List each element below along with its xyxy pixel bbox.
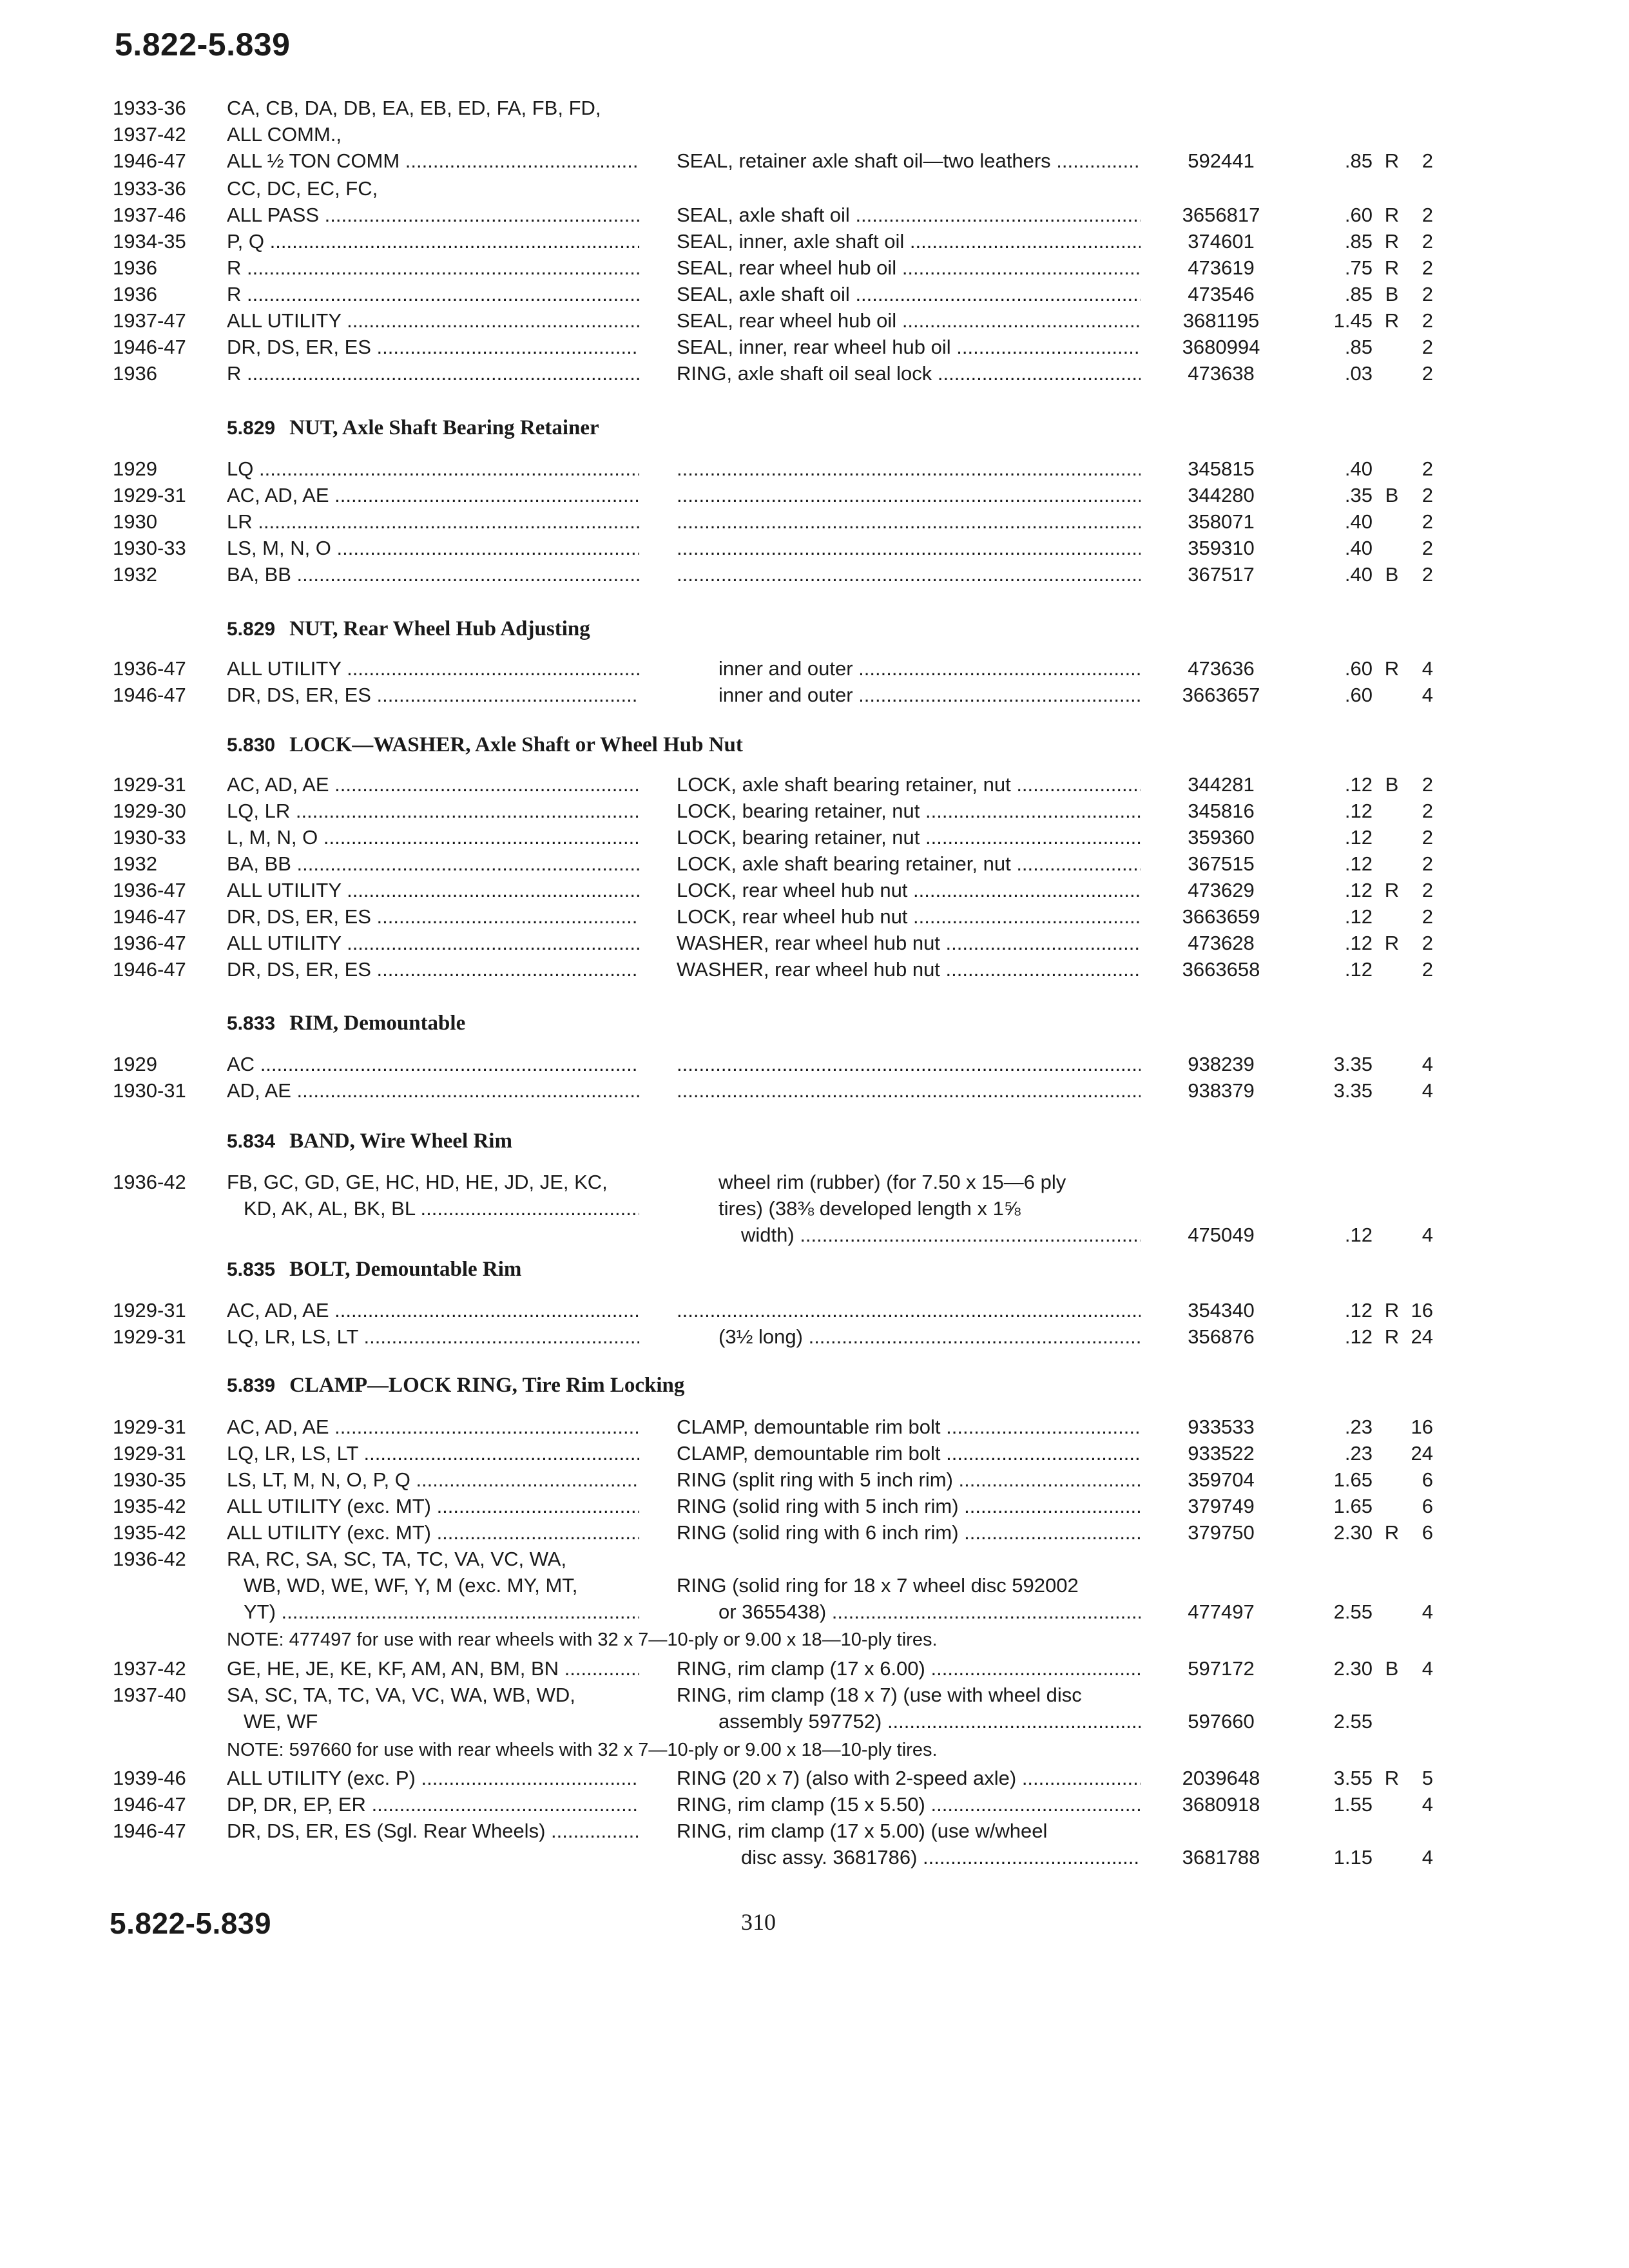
part-description: RING, rim clamp (15 x 5.50) ..... (677, 1792, 1141, 1818)
part-description: disc assy. 3681786) ..... (741, 1845, 1141, 1870)
model-codes: DR, DS, ER, ES ..... (227, 334, 639, 360)
part-description (677, 483, 1141, 508)
section-heading (227, 617, 590, 641)
part-description: RING (solid ring with 5 inch rim) ..... (677, 1494, 1141, 1519)
list-price: .60 (1344, 204, 1373, 226)
part-number: 356876 (1188, 1325, 1255, 1348)
part-description: RING (solid ring for 18 x 7 wheel disc 592002 (677, 1574, 1079, 1597)
section-title: NUT, Axle Shaft Bearing Retainer (289, 416, 599, 439)
part-number: 473638 (1188, 362, 1255, 385)
section-heading (227, 416, 599, 440)
model-codes: BA, BB ..... (227, 851, 639, 877)
part-number: 379750 (1188, 1521, 1255, 1544)
model-codes: LQ, LR, LS, LT ..... (227, 1324, 639, 1350)
model-year: 1929-31 (113, 1416, 186, 1438)
list-price: .12 (1344, 826, 1373, 849)
model-codes: WE, WF (244, 1710, 318, 1733)
part-description: SEAL, rear wheel hub oil ..... (677, 308, 1141, 334)
part-number: 345816 (1188, 800, 1255, 822)
list-price: .40 (1344, 537, 1373, 559)
part-description: (3½ long) ..... (718, 1324, 1141, 1350)
quantity: 2 (1422, 826, 1433, 849)
part-description (677, 562, 1141, 588)
model-year: 1930-33 (113, 826, 186, 849)
stock-code: B (1385, 484, 1399, 506)
model-year: 1929-31 (113, 1299, 186, 1321)
model-year: 1937-46 (113, 204, 186, 226)
part-number: 3663659 (1182, 905, 1260, 928)
stock-code: B (1385, 563, 1399, 586)
model-year: 1933-36 (113, 97, 186, 119)
model-year: 1936-47 (113, 657, 186, 680)
section-number: 5.830 (227, 735, 276, 756)
part-number: 359704 (1188, 1468, 1255, 1491)
part-description: width) ..... (741, 1222, 1141, 1248)
model-codes: DR, DS, ER, ES ..... (227, 957, 639, 983)
quantity: 2 (1422, 932, 1433, 954)
stock-code: R (1384, 256, 1400, 279)
model-year: 1937-40 (113, 1684, 186, 1706)
model-year: 1936 (113, 256, 157, 279)
model-year: 1929 (113, 457, 157, 480)
model-codes: GE, HE, JE, KE, KF, AM, AN, BM, BN ..... (227, 1656, 639, 1682)
footnote: NOTE: 597660 for use with rear wheels with 32 x 7—10-ply or 9.00 x 18—10-ply tires. (227, 1740, 938, 1760)
list-price: .03 (1344, 362, 1373, 385)
section-number: 5.835 (227, 1259, 276, 1280)
part-number: 597660 (1188, 1710, 1255, 1733)
part-number: 367515 (1188, 852, 1255, 875)
section-title: LOCK—WASHER, Axle Shaft or Wheel Hub Nut (289, 733, 743, 756)
model-year: 1939-46 (113, 1767, 186, 1789)
model-codes: AC, AD, AE ..... (227, 1414, 639, 1440)
section-title: RIM, Demountable (289, 1012, 466, 1035)
part-description: RING, rim clamp (17 x 6.00) ..... (677, 1656, 1141, 1682)
list-price: .12 (1344, 852, 1373, 875)
part-description: RING (20 x 7) (also with 2-speed axle) ..... (677, 1765, 1141, 1791)
section-title: CLAMP—LOCK RING, Tire Rim Locking (289, 1374, 685, 1397)
part-description: tires) (38⅜ developed length x 1⅝ (718, 1197, 1021, 1220)
list-price: .12 (1344, 1224, 1373, 1246)
part-description: SEAL, retainer axle shaft oil—two leathers ..... (677, 148, 1141, 174)
model-codes: R ..... (227, 282, 639, 307)
part-description: CLAMP, demountable rim bolt ..... (677, 1441, 1141, 1466)
part-number: 933533 (1188, 1416, 1255, 1438)
part-description: SEAL, axle shaft oil ..... (677, 282, 1141, 307)
quantity: 4 (1422, 1657, 1433, 1680)
model-codes: DP, DR, EP, ER ..... (227, 1792, 639, 1818)
quantity: 2 (1422, 879, 1433, 901)
model-codes: ALL PASS ..... (227, 202, 639, 228)
model-codes: ALL UTILITY ..... (227, 878, 639, 903)
model-codes: AC, AD, AE ..... (227, 1298, 639, 1323)
list-price: 1.65 (1333, 1495, 1373, 1517)
model-year: 1946-47 (113, 905, 186, 928)
part-number: 354340 (1188, 1299, 1255, 1321)
quantity: 4 (1422, 1793, 1433, 1816)
section-number: 5.839 (227, 1375, 276, 1396)
part-description (677, 1052, 1141, 1077)
model-codes: BA, BB ..... (227, 562, 639, 588)
part-description: SEAL, inner, rear wheel hub oil ..... (677, 334, 1141, 360)
list-price: 2.55 (1333, 1600, 1373, 1623)
quantity: 2 (1422, 773, 1433, 796)
quantity: 4 (1422, 1053, 1433, 1075)
part-description: RING, rim clamp (18 x 7) (use with wheel disc (677, 1684, 1082, 1706)
part-description (677, 1298, 1141, 1323)
part-number: 344281 (1188, 773, 1255, 796)
list-price: 1.65 (1333, 1468, 1373, 1491)
part-number: 473628 (1188, 932, 1255, 954)
part-description: RING (solid ring with 6 inch rim) ..... (677, 1520, 1141, 1546)
list-price: 2.30 (1333, 1657, 1373, 1680)
quantity: 2 (1422, 204, 1433, 226)
model-year: 1929-31 (113, 484, 186, 506)
section-number: 5.833 (227, 1013, 276, 1034)
quantity: 2 (1422, 149, 1433, 172)
part-number: 597172 (1188, 1657, 1255, 1680)
list-price: 3.35 (1333, 1053, 1373, 1075)
model-year: 1946-47 (113, 1793, 186, 1816)
stock-code: R (1384, 1325, 1400, 1348)
part-description (677, 456, 1141, 482)
part-number: 473619 (1188, 256, 1255, 279)
model-codes: P, Q ..... (227, 229, 639, 255)
part-number: 3656817 (1182, 204, 1260, 226)
part-number: 473546 (1188, 283, 1255, 305)
model-year: 1930 (113, 510, 157, 533)
model-codes: AC, AD, AE ..... (227, 772, 639, 798)
stock-code: R (1384, 149, 1400, 172)
model-codes: AC ..... (227, 1052, 639, 1077)
part-number: 2039648 (1182, 1767, 1260, 1789)
part-number: 379749 (1188, 1495, 1255, 1517)
model-codes: ALL UTILITY (exc. P) ..... (227, 1765, 639, 1791)
quantity: 4 (1422, 1224, 1433, 1246)
part-description (677, 509, 1141, 535)
list-price: .12 (1344, 879, 1373, 901)
quantity: 6 (1422, 1468, 1433, 1491)
part-number: 3663658 (1182, 958, 1260, 981)
model-year: 1932 (113, 852, 157, 875)
model-codes: LR ..... (227, 509, 639, 535)
section-title: NUT, Rear Wheel Hub Adjusting (289, 617, 590, 640)
list-price: .40 (1344, 563, 1373, 586)
part-description: RING, axle shaft oil seal lock ..... (677, 361, 1141, 387)
stock-code: R (1384, 932, 1400, 954)
list-price: 1.55 (1333, 1793, 1373, 1816)
part-description: SEAL, inner, axle shaft oil ..... (677, 229, 1141, 255)
model-year: 1936-42 (113, 1548, 186, 1570)
part-description: SEAL, rear wheel hub oil ..... (677, 255, 1141, 281)
quantity: 24 (1411, 1442, 1433, 1465)
quantity: 24 (1411, 1325, 1433, 1348)
quantity: 2 (1422, 800, 1433, 822)
section-number: 5.829 (227, 418, 276, 439)
list-price: 1.45 (1333, 309, 1373, 332)
model-codes: ALL COMM., (227, 123, 342, 146)
quantity: 2 (1422, 336, 1433, 358)
model-year: 1936 (113, 283, 157, 305)
part-number: 933522 (1188, 1442, 1255, 1465)
quantity: 2 (1422, 256, 1433, 279)
quantity: 4 (1422, 1079, 1433, 1102)
part-number: 345815 (1188, 457, 1255, 480)
model-codes: LQ, LR, LS, LT ..... (227, 1441, 639, 1466)
model-codes: DR, DS, ER, ES ..... (227, 904, 639, 930)
part-number: 367517 (1188, 563, 1255, 586)
list-price: 3.55 (1333, 1767, 1373, 1789)
model-codes: ALL UTILITY ..... (227, 930, 639, 956)
model-year: 1936-42 (113, 1171, 186, 1193)
model-year: 1929 (113, 1053, 157, 1075)
model-codes: YT) ..... (244, 1599, 639, 1625)
model-year: 1936-47 (113, 879, 186, 901)
part-description: inner and outer ..... (718, 656, 1141, 682)
model-year: 1929-30 (113, 800, 186, 822)
part-number: 938239 (1188, 1053, 1255, 1075)
model-year: 1937-47 (113, 309, 186, 332)
model-year: 1930-33 (113, 537, 186, 559)
stock-code: R (1384, 230, 1400, 253)
model-year: 1936 (113, 362, 157, 385)
stock-code: R (1384, 1767, 1400, 1789)
stock-code: B (1385, 1657, 1399, 1680)
list-price: .40 (1344, 457, 1373, 480)
part-number: 473629 (1188, 879, 1255, 901)
model-year: 1930-31 (113, 1079, 186, 1102)
quantity: 4 (1422, 684, 1433, 706)
quantity: 16 (1411, 1416, 1433, 1438)
quantity: 2 (1422, 230, 1433, 253)
list-price: .23 (1344, 1442, 1373, 1465)
part-number: 344280 (1188, 484, 1255, 506)
model-year: 1929-31 (113, 1325, 186, 1348)
section-title: BAND, Wire Wheel Rim (289, 1129, 512, 1153)
list-price: .85 (1344, 283, 1373, 305)
quantity: 2 (1422, 484, 1433, 506)
model-year: 1929-31 (113, 773, 186, 796)
list-price: .85 (1344, 230, 1373, 253)
section-heading (227, 1374, 684, 1398)
section-number: 5.829 (227, 619, 276, 640)
part-number: 938379 (1188, 1079, 1255, 1102)
part-description: WASHER, rear wheel hub nut ..... (677, 930, 1141, 956)
model-codes: ALL UTILITY (exc. MT) ..... (227, 1520, 639, 1546)
quantity: 5 (1422, 1767, 1433, 1789)
quantity: 4 (1422, 1600, 1433, 1623)
stock-code: B (1385, 283, 1399, 305)
model-codes: AC, AD, AE ..... (227, 483, 639, 508)
quantity: 2 (1422, 905, 1433, 928)
model-codes: DR, DS, ER, ES ..... (227, 682, 639, 708)
part-description: LOCK, rear wheel hub nut ..... (677, 878, 1141, 903)
part-number: 358071 (1188, 510, 1255, 533)
part-number: 3681788 (1182, 1846, 1260, 1869)
model-codes: LQ ..... (227, 456, 639, 482)
list-price: .12 (1344, 1299, 1373, 1321)
model-year: 1930-35 (113, 1468, 186, 1491)
model-codes: KD, AK, AL, BK, BL ..... (244, 1196, 639, 1222)
model-codes: ALL UTILITY ..... (227, 656, 639, 682)
list-price: .35 (1344, 484, 1373, 506)
model-year: 1934-35 (113, 230, 186, 253)
part-number: 359360 (1188, 826, 1255, 849)
part-description: RING (split ring with 5 inch rim) ..... (677, 1467, 1141, 1493)
model-year: 1936-47 (113, 932, 186, 954)
page-header-range: 5.822-5.839 (115, 26, 291, 62)
model-year: 1929-31 (113, 1442, 186, 1465)
model-year: 1933-36 (113, 177, 186, 200)
model-codes: RA, RC, SA, SC, TA, TC, VA, VC, WA, (227, 1548, 567, 1570)
quantity: 4 (1422, 1846, 1433, 1869)
list-price: .23 (1344, 1416, 1373, 1438)
model-year: 1935-42 (113, 1521, 186, 1544)
quantity: 6 (1422, 1495, 1433, 1517)
stock-code: B (1385, 773, 1399, 796)
list-price: .85 (1344, 149, 1373, 172)
part-number: 359310 (1188, 537, 1255, 559)
list-price: .60 (1344, 657, 1373, 680)
part-description: CLAMP, demountable rim bolt ..... (677, 1414, 1141, 1440)
list-price: .12 (1344, 932, 1373, 954)
list-price: 2.30 (1333, 1521, 1373, 1544)
quantity: 2 (1422, 537, 1433, 559)
part-number: 374601 (1188, 230, 1255, 253)
model-codes: CA, CB, DA, DB, EA, EB, ED, FA, FB, FD, (227, 97, 601, 119)
list-price: 2.55 (1333, 1710, 1373, 1733)
model-year: 1946-47 (113, 149, 186, 172)
model-year: 1946-47 (113, 1820, 186, 1842)
part-description: LOCK, bearing retainer, nut ..... (677, 825, 1141, 850)
list-price: 3.35 (1333, 1079, 1373, 1102)
part-description: LOCK, rear wheel hub nut ..... (677, 904, 1141, 930)
part-description (677, 535, 1141, 561)
part-description: SEAL, axle shaft oil ..... (677, 202, 1141, 228)
model-codes: LQ, LR ..... (227, 798, 639, 824)
part-description: assembly 597752) ..... (718, 1709, 1141, 1735)
model-codes: R ..... (227, 361, 639, 387)
quantity: 2 (1422, 309, 1433, 332)
section-heading (227, 1012, 465, 1035)
model-codes: ALL UTILITY (exc. MT) ..... (227, 1494, 639, 1519)
quantity: 6 (1422, 1521, 1433, 1544)
model-codes: DR, DS, ER, ES (Sgl. Rear Wheels) ..... (227, 1818, 639, 1844)
part-number: 3663657 (1182, 684, 1260, 706)
part-number: 475049 (1188, 1224, 1255, 1246)
model-year: 1946-47 (113, 684, 186, 706)
stock-code: R (1384, 1299, 1400, 1321)
part-description: LOCK, axle shaft bearing retainer, nut ..... (677, 851, 1141, 877)
part-description: LOCK, bearing retainer, nut ..... (677, 798, 1141, 824)
list-price: .12 (1344, 1325, 1373, 1348)
stock-code: R (1384, 879, 1400, 901)
quantity: 2 (1422, 283, 1433, 305)
quantity: 2 (1422, 362, 1433, 385)
page-footer-range: 5.822-5.839 (110, 1907, 272, 1940)
model-codes: ALL ½ TON COMM ..... (227, 148, 639, 174)
model-year: 1937-42 (113, 1657, 186, 1680)
section-heading (227, 1258, 521, 1282)
page-number: 310 (741, 1909, 776, 1935)
model-codes: L, M, N, O ..... (227, 825, 639, 850)
model-year: 1935-42 (113, 1495, 186, 1517)
quantity: 2 (1422, 457, 1433, 480)
quantity: 2 (1422, 510, 1433, 533)
list-price: .60 (1344, 684, 1373, 706)
part-number: 473636 (1188, 657, 1255, 680)
list-price: .12 (1344, 773, 1373, 796)
section-heading (227, 733, 743, 757)
list-price: .85 (1344, 336, 1373, 358)
stock-code: R (1384, 204, 1400, 226)
part-description (677, 1078, 1141, 1104)
part-description: LOCK, axle shaft bearing retainer, nut ..... (677, 772, 1141, 798)
part-description: or 3655438) ..... (718, 1599, 1141, 1625)
list-price: .12 (1344, 958, 1373, 981)
part-number: 3680918 (1182, 1793, 1260, 1816)
model-codes: SA, SC, TA, TC, VA, VC, WA, WB, WD, (227, 1684, 575, 1706)
quantity: 4 (1422, 657, 1433, 680)
section-heading (227, 1129, 512, 1153)
model-codes: CC, DC, EC, FC, (227, 177, 378, 200)
part-description: WASHER, rear wheel hub nut ..... (677, 957, 1141, 983)
stock-code: R (1384, 1521, 1400, 1544)
model-year: 1937-42 (113, 123, 186, 146)
model-year: 1946-47 (113, 958, 186, 981)
part-number: 477497 (1188, 1600, 1255, 1623)
stock-code: R (1384, 309, 1400, 332)
model-codes: R ..... (227, 255, 639, 281)
list-price: .12 (1344, 800, 1373, 822)
part-description: inner and outer ..... (718, 682, 1141, 708)
model-codes: FB, GC, GD, GE, HC, HD, HE, JD, JE, KC, (227, 1171, 608, 1193)
part-number: 3681195 (1182, 309, 1260, 332)
model-codes: LS, LT, M, N, O, P, Q ..... (227, 1467, 639, 1493)
model-year: 1932 (113, 563, 157, 586)
section-number: 5.834 (227, 1131, 276, 1152)
list-price: .40 (1344, 510, 1373, 533)
list-price: .12 (1344, 905, 1373, 928)
part-description: RING, rim clamp (17 x 5.00) (use w/wheel (677, 1820, 1048, 1842)
part-number: 592441 (1188, 149, 1255, 172)
list-price: 1.15 (1333, 1846, 1373, 1869)
model-year: 1946-47 (113, 336, 186, 358)
model-codes: LS, M, N, O ..... (227, 535, 639, 561)
model-codes: AD, AE ..... (227, 1078, 639, 1104)
stock-code: R (1384, 657, 1400, 680)
part-description: wheel rim (rubber) (for 7.50 x 15—6 ply (718, 1171, 1066, 1193)
footnote: NOTE: 477497 for use with rear wheels with 32 x 7—10-ply or 9.00 x 18—10-ply tires. (227, 1629, 938, 1650)
quantity: 16 (1411, 1299, 1433, 1321)
section-title: BOLT, Demountable Rim (289, 1258, 522, 1281)
model-codes: ALL UTILITY ..... (227, 308, 639, 334)
quantity: 2 (1422, 958, 1433, 981)
model-codes: WB, WD, WE, WF, Y, M (exc. MY, MT, (244, 1574, 578, 1597)
quantity: 2 (1422, 563, 1433, 586)
list-price: .75 (1344, 256, 1373, 279)
quantity: 2 (1422, 852, 1433, 875)
part-number: 3680994 (1182, 336, 1260, 358)
